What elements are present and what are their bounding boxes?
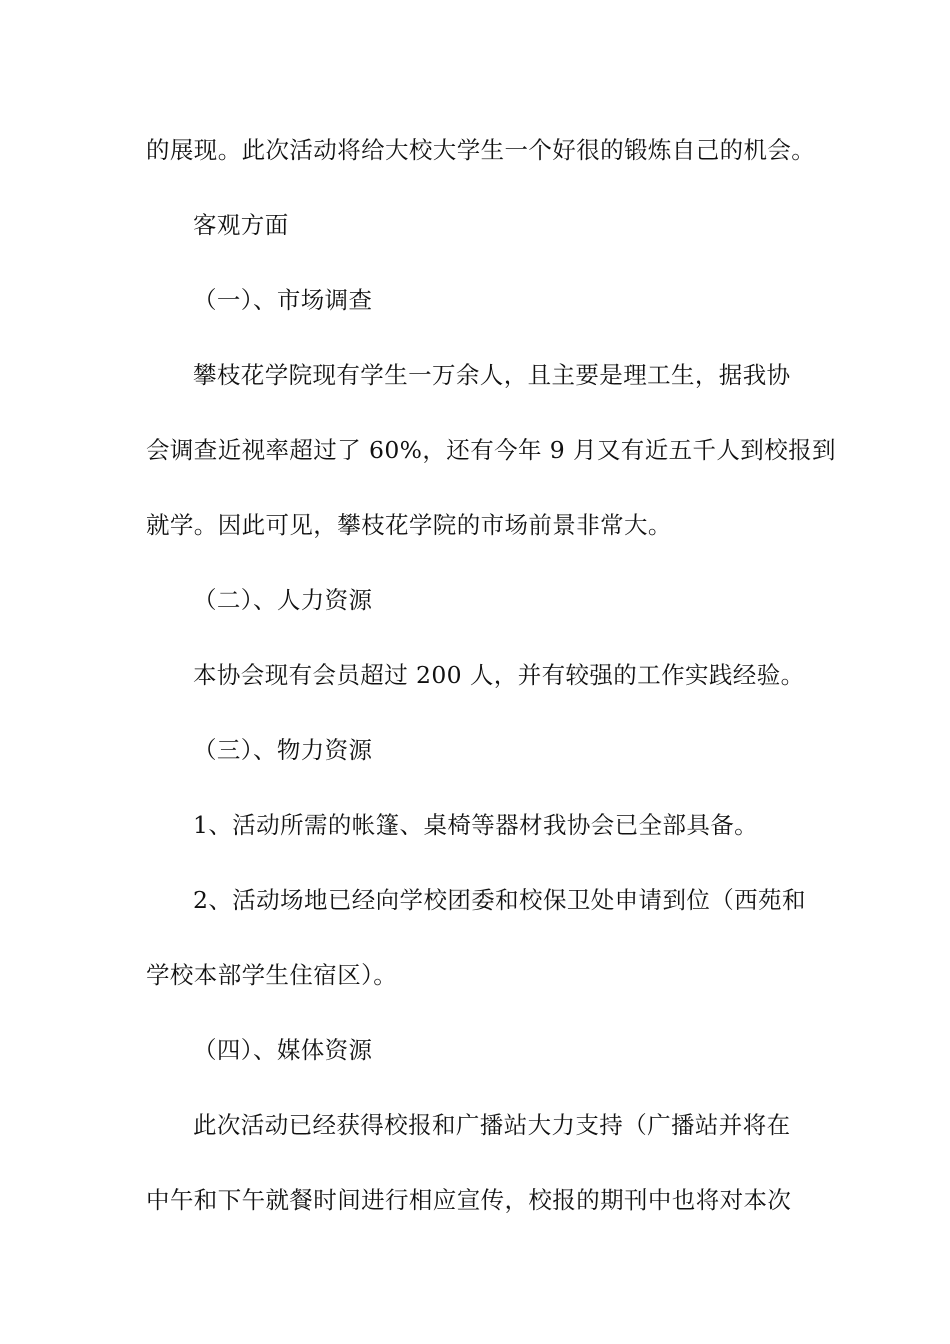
subsection-heading: （三）、物力资源 <box>193 736 373 764</box>
paragraph-line: 此次活动已经获得校报和广播站大力支持（广播站并将在 <box>193 1111 791 1139</box>
paragraph-line: 中午和下午就餐时间进行相应宣传，校报的期刊中也将对本次 <box>146 1186 792 1214</box>
paragraph-line: 本协会现有会员超过 200 人，并有较强的工作实践经验。 <box>193 661 805 689</box>
subsection-heading: （二）、人力资源 <box>193 586 373 614</box>
subsection-heading: （一）、市场调查 <box>193 286 373 314</box>
list-item-line: 2、活动场地已经向学校团委和校保卫处申请到位（西苑和 <box>193 886 806 914</box>
paragraph-line: 的展现。此次活动将给大校大学生一个好很的锻炼自己的机会。 <box>146 136 816 164</box>
list-item-continuation: 学校本部学生住宿区）。 <box>146 961 398 989</box>
paragraph-line: 会调查近视率超过了 60%，还有今年 9 月又有近五千人到校报到 <box>146 436 836 464</box>
subsection-heading: （四）、媒体资源 <box>193 1036 373 1064</box>
paragraph-line: 攀枝花学院现有学生一万余人，且主要是理工生，据我协 <box>193 361 791 389</box>
paragraph-line: 就学。因此可见，攀枝花学院的市场前景非常大。 <box>146 511 672 539</box>
section-heading: 客观方面 <box>193 211 289 239</box>
list-item-line: 1、活动所需的帐篷、桌椅等器材我协会已全部具备。 <box>193 811 759 839</box>
